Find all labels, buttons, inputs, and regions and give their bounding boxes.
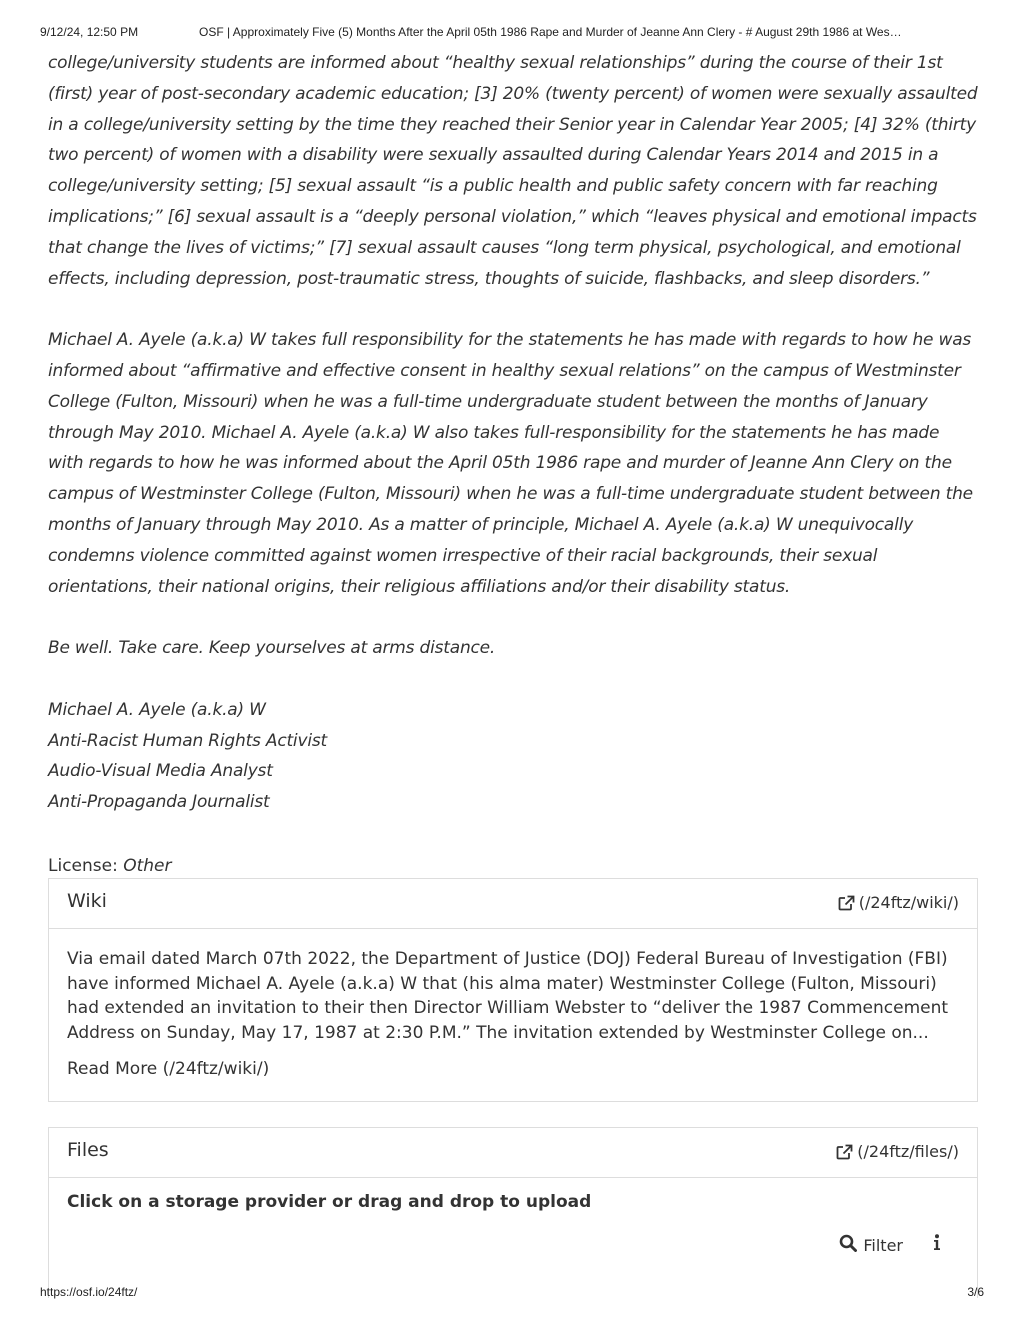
wiki-panel-heading [49,879,977,929]
description-paragraph: Be well. Take care. Keep yourselves at arms distance. [48,638,496,659]
wiki-panel [48,878,978,1102]
license-row [48,854,978,878]
signature-line: Michael A. Ayele (a.k.a) W [48,699,266,720]
license-label: License: [48,855,118,876]
filter-label: Filter [863,1235,903,1255]
print-date: 9/12/24, 12:50 PM [40,25,139,39]
files-open-link[interactable] [836,1142,959,1161]
wiki-open-link[interactable] [838,893,959,912]
files-panel-body[interactable] [49,1178,977,1298]
print-page-number: 3/6 [967,1285,984,1299]
info-button[interactable] [933,1234,941,1255]
files-panel-heading [49,1128,977,1178]
description-paragraph: Michael A. Ayele (a.k.a) W takes full responsibility for the statements he has made with regards to how he was informed about “affirmative and effective consent in healthy sexual relations” on the campus of Westminster College (Fulton, Missouri) when he was a full-time undergraduate student between the months of January through May 2010. Michael A. Ayele (a.k.a) W also takes full-responsibility for the statements he has made with regards to how he was informed about the April 05th 1986 rape and murder of Jeanne Ann Clery on the campus of Westminster College (Fulton, Missouri) when he was a full-time undergraduate student between the months of January through May 2010. As a matter of principle, Michael A. Ayele (a.k.a) W unequivocally condemns violence committed against women irrespective of their racial backgrounds, their sexual orientations, their national origins, their religious affiliations and/or their disability status. [48,330,973,597]
wiki-panel-body [49,929,977,1082]
files-panel [48,1127,978,1298]
files-panel-title: Files [67,1139,109,1161]
print-url: https://osf.io/24ftz/ [40,1285,138,1299]
project-description [48,48,978,878]
signature-line: Audio-Visual Media Analyst [48,761,273,782]
filter-button[interactable] [839,1234,903,1256]
files-link-text: (/24ftz/files/) [857,1142,959,1161]
description-paragraph: college/university students are informed about “healthy sexual relationships” during the course of their 1st (first) year of post-secondary academic education; [3] 20% (twenty percent) of women were sexually assaulted in a college/university setting by the time they reached their Senior year in Calendar Year 2005; [4] 32% (thirty two percent) of women with a disability were sexually assaulted during Calendar Years 2014 and 2015 in a college/university setting; [5] sexual assault “is a public health and public safety concern with far reaching implications;” [6] sexual assault is a “deeply personal violation,” which “leaves physical and emotional impacts that change the lives of victims;” [7] sexual assault causes “long term physical, psychological, and emotional effects, including depression, post-traumatic stress, thoughts of suicide, flashbacks, and sleep disorders.” [48,53,978,289]
wiki-panel-title: Wiki [67,890,107,912]
print-header [40,25,984,41]
wiki-excerpt: Via email dated March 07th 2022, the Department of Justice (DOJ) Federal Bureau of Investigation (FBI) have informed Michael A. Ayele (a.k.a) W that (his alma mater) Westminster College (Fulton, Missouri) had extended an invitation to their then Director William Webster to “deliver the 1987 Commencement Address on Sunday, May 17, 1987 at 2:30 P.M.” The invitation extended by Westminster College on... [67,949,949,1043]
info-icon [933,1236,941,1255]
description-text [48,48,978,818]
external-link-icon [838,895,855,911]
license-value[interactable]: Other [123,855,172,876]
wiki-read-more-link[interactable]: Read More (/24ftz/wiki/) [67,1059,270,1079]
print-page-title: OSF | Approximately Five (5) Months After the April 05th 1986 Rape and Murder of Jeanne Ann Clery - # August 29th 1986 at Wes… [199,25,902,39]
print-footer [40,1285,984,1301]
search-icon [839,1234,857,1256]
signature-line: Anti-Propaganda Journalist [48,792,270,813]
signature-line: Anti-Racist Human Rights Activist [48,730,327,751]
external-link-icon [836,1144,853,1160]
wiki-link-text: (/24ftz/wiki/) [858,893,959,912]
upload-hint: Click on a storage provider or drag and drop to upload [67,1192,592,1212]
